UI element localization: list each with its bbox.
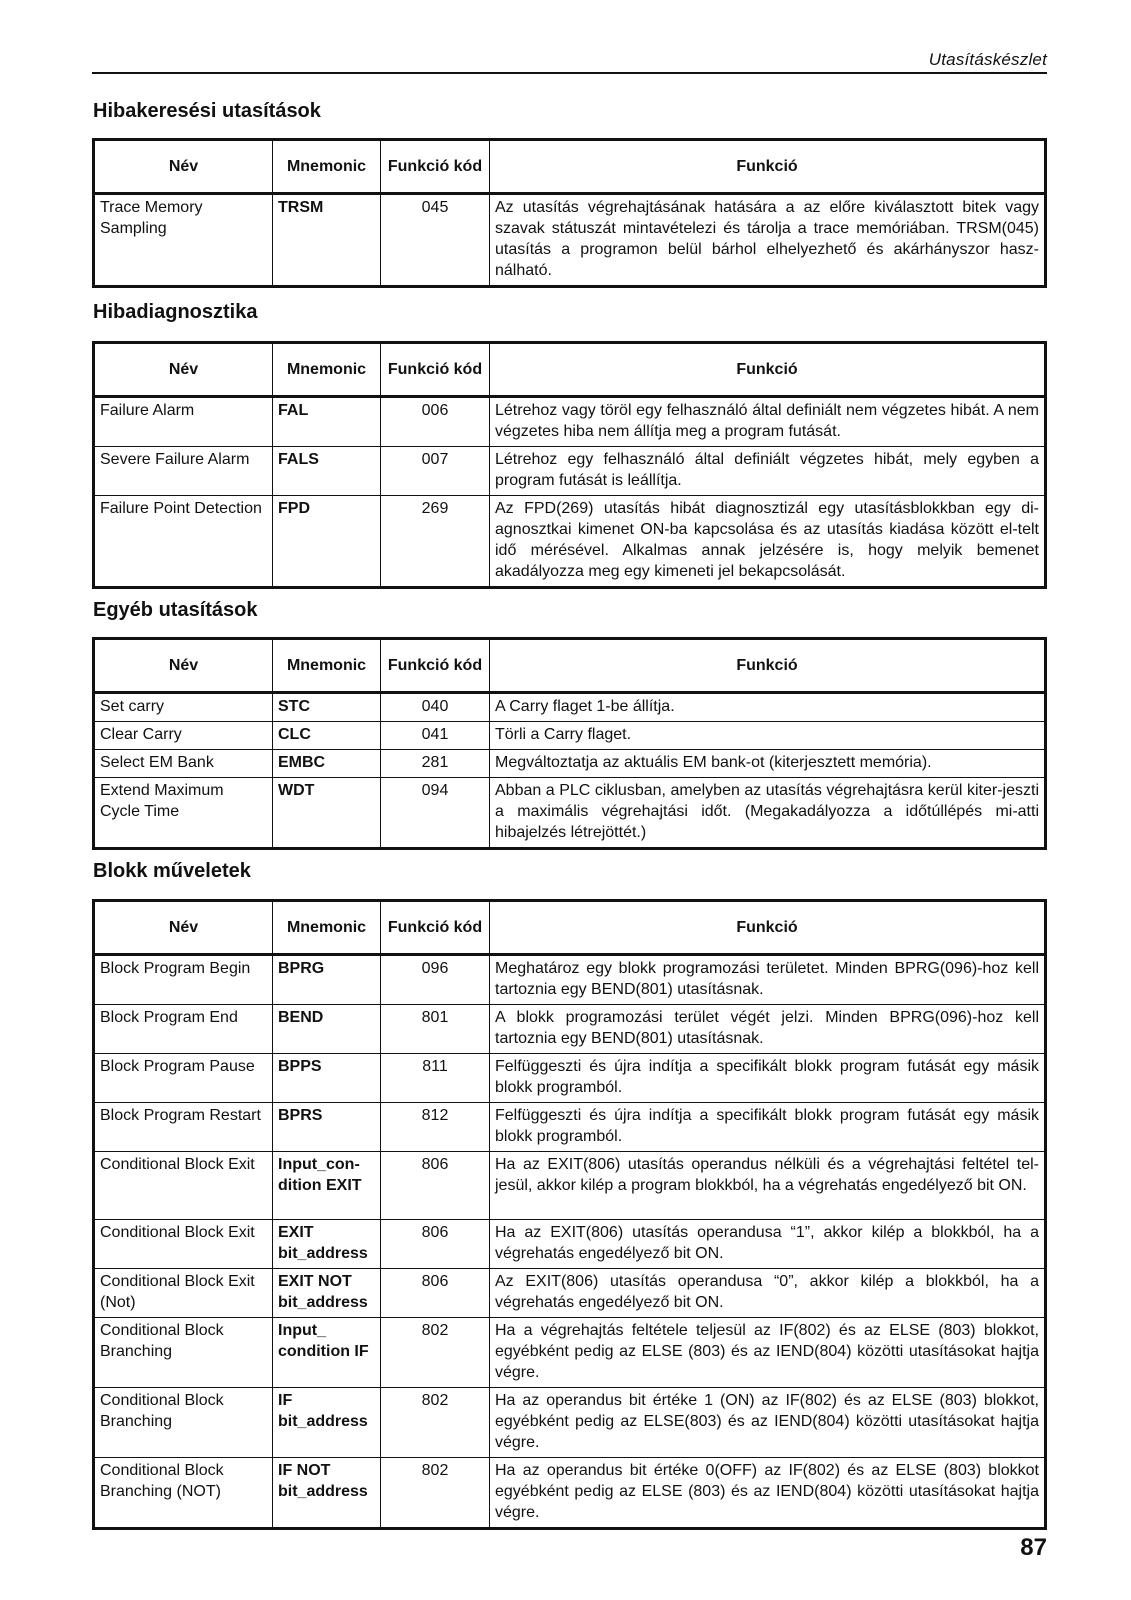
table-header-row [94,639,1046,693]
column-header-code: Funkció kód [381,901,490,955]
function-code: 802 [381,1458,490,1529]
instruction-mnemonic: WDT [273,778,381,849]
running-header-title: Utasításkészlet [928,50,1047,69]
instruction-name: Block Program Begin [100,960,251,977]
table-row [94,778,1046,849]
table-row [94,1005,1046,1054]
header-rule [92,72,1047,74]
column-header-mnemonic: Mnemonic [273,639,381,693]
column-header-function: Funkció [490,140,1046,194]
function-description: Ha az EXIT(806) utasítás operandusa “1”, akkor kilép a blokkból, ha a végrehatás engedélyező bit ON. [490,1220,1046,1269]
table-row [94,1269,1046,1318]
table-row [94,1318,1046,1388]
function-description: Felfüggeszti és újra indítja a specifikált blokk program futását egy másik blokk programból. [490,1103,1046,1152]
instruction-name: Conditional Block Exit (Not) [94,1269,273,1318]
function-code: 801 [381,1005,490,1054]
function-description: Az EXIT(806) utasítás operandusa “0”, akkor kilép a blokkból, ha a végrehatás engedélyező bit ON. [490,1269,1046,1318]
table-row [94,1152,1046,1220]
table-row [94,750,1046,778]
table-row [94,1054,1046,1103]
column-header-name: Név [94,901,273,955]
function-description: Felfüggeszti és újra indítja a specifikált blokk program futását egy másik blokk programból. [490,1054,1046,1103]
instruction-name: Block Program Pause [94,1054,273,1103]
table-row [94,693,1046,722]
function-code: 040 [381,693,490,722]
instruction-mnemonic: STC [273,693,381,722]
table-header-row [94,140,1046,194]
function-description: Ha az EXIT(806) utasítás operandus nélküli és a végrehajtási feltétel tel-jesül, akkor kilép a program blokkból, ha a végrehatás engedélyező bit ON. [490,1152,1046,1220]
function-description: Az FPD(269) utasítás hibát diagnosztizál egy utasításblokkban egy di-agnosztkai kimenet ON-ba kapcsolása és az utasítás kiadása között el-telt idő mérésével. Alkalmas annak jelzésére is, hogy melyik bemenet akadályozza meg egy kimeneti jel bekapcsolását. [490,496,1046,588]
instruction-mnemonic: CLC [273,722,381,750]
instruction-mnemonic: Input_ condition IF [273,1318,381,1388]
section-heading-other: Egyéb utasítások [93,599,258,621]
instruction-name: Conditional Block Branching (NOT) [94,1458,273,1529]
instruction-mnemonic: BEND [273,1005,381,1054]
function-code: 006 [381,397,490,447]
column-header-name: Név [94,343,273,397]
instruction-mnemonic: FAL [273,397,381,447]
function-code: 806 [381,1269,490,1318]
instruction-mnemonic: IF bit_address [273,1388,381,1458]
function-code: 802 [381,1388,490,1458]
function-description: Ha a végrehajtás feltétele teljesül az IF(802) és az ELSE (803) blokkot, egyébként pedig az ELSE (803) és az IEND(804) közötti utasításokat hajtja végre. [490,1318,1046,1388]
column-header-mnemonic: Mnemonic [273,901,381,955]
instruction-mnemonic: IF NOT bit_address [273,1458,381,1529]
instruction-name: Block Program End [94,1005,273,1054]
instruction-name: Failure Point Detection [94,496,273,588]
function-description: Az utasítás végrehajtásának hatására a az előre kiválasztott bitek vagy szavak státuszát mintavételezi és tárolja a trace memóriában. TRSM(045) utasítás a programon belül bárhol elhelyezhető és akárhányszor hasz-nálható. [490,194,1046,287]
instruction-name: Block Program Restart [94,1103,273,1152]
table-row [94,447,1046,496]
table-row [94,955,1046,1005]
instruction-name: Clear Carry [94,722,273,750]
function-description: Létrehoz egy felhasználó által definiált végzetes hibát, mely egyben a program futását is leállítja. [490,447,1046,496]
instruction-name: Severe Failure Alarm [94,447,273,496]
table-row [94,1103,1046,1152]
instruction-mnemonic: TRSM [273,194,381,287]
section-heading-diagnostics: Hibadiagnosztika [93,301,258,323]
table-row [94,194,1046,287]
function-description: Meghatároz egy blokk programozási területet. Minden BPRG(096)-hoz kell tartoznia egy BEND(801) utasításnak. [490,955,1046,1005]
instruction-table-other [92,637,1047,850]
instruction-mnemonic: EMBC [273,750,381,778]
function-description: A Carry flaget 1-be állítja. [490,693,1046,722]
instruction-name: Extend Maximum Cycle Time [94,778,273,849]
column-header-name: Név [94,140,273,194]
column-header-function: Funkció [490,901,1046,955]
function-description: A blokk programozási terület végét jelzi. Minden BPRG(096)-hoz kell tartoznia egy BEND(801) utasításnak. [490,1005,1046,1054]
function-code: 802 [381,1318,490,1388]
instruction-mnemonic: BPRS [273,1103,381,1152]
function-code: 041 [381,722,490,750]
table-row [94,397,1046,447]
table-header-row [94,901,1046,955]
instruction-table-diagnostics [92,341,1047,589]
column-header-mnemonic: Mnemonic [273,140,381,194]
function-code: 045 [381,194,490,287]
column-header-code: Funkció kód [381,140,490,194]
function-code: 269 [381,496,490,588]
instruction-name: Select EM Bank [94,750,273,778]
instruction-mnemonic: EXIT bit_address [273,1220,381,1269]
instruction-mnemonic: EXIT NOT bit_address [273,1269,381,1318]
column-header-function: Funkció [490,343,1046,397]
function-description: Ha az operandus bit értéke 1 (ON) az IF(802) és az ELSE (803) blokkot, egyébként pedig az ELSE(803) és az IEND(804) közötti utasításokat hajtja végre. [490,1388,1046,1458]
function-code: 806 [381,1152,490,1220]
table-row [94,722,1046,750]
column-header-mnemonic: Mnemonic [273,343,381,397]
function-description: Abban a PLC ciklusban, amelyben az utasítás végrehajtásra kerül kiter-jeszti a maximális végrehajtási időt. (Megakadályozza a időtúllépés mi-atti hibajelzés létrejöttét.) [490,778,1046,849]
table-header-row [94,343,1046,397]
function-description: Létrehoz vagy töröl egy felhasználó által definiált nem végzetes hibát. A nem végzetes hiba nem állítja meg a program futását. [490,397,1046,447]
function-code: 812 [381,1103,490,1152]
table-row [94,1388,1046,1458]
instruction-mnemonic: Input_con-dition EXIT [273,1152,381,1220]
function-description: Törli a Carry flaget. [490,722,1046,750]
instruction-name: Failure Alarm [100,402,195,419]
page-number: 87 [1020,1534,1047,1561]
instruction-mnemonic: FPD [273,496,381,588]
instruction-mnemonic: FALS [273,447,381,496]
table-row [94,1458,1046,1529]
instruction-table-debugging [92,138,1047,288]
column-header-function: Funkció [490,639,1046,693]
function-description: Megváltoztatja az aktuális EM bank-ot (kiterjesztett memória). [490,750,1046,778]
instruction-mnemonic: BPRG [273,955,381,1005]
table-row [94,1220,1046,1269]
function-code: 096 [381,955,490,1005]
instruction-table-block-operations [92,899,1047,1530]
column-header-name: Név [94,639,273,693]
column-header-code: Funkció kód [381,639,490,693]
table-row [94,496,1046,588]
instruction-mnemonic: BPPS [273,1054,381,1103]
function-description: Ha az operandus bit értéke 0(OFF) az IF(802) és az ELSE (803) blokkot egyébként pedig az ELSE (803) és az IEND(804) közötti utasításokat hajtja végre. [490,1458,1046,1529]
instruction-name: Set carry [100,698,165,715]
instruction-name: Conditional Block Exit [94,1220,273,1269]
instruction-name: Trace Memory Sampling [100,199,203,237]
function-code: 281 [381,750,490,778]
instruction-name: Conditional Block Branching [94,1388,273,1458]
instruction-name: Conditional Block Exit [94,1152,273,1220]
function-code: 806 [381,1220,490,1269]
section-heading-block-operations: Blokk műveletek [93,860,251,882]
section-heading-debugging: Hibakeresési utasítások [93,100,321,122]
function-code: 007 [381,447,490,496]
column-header-code: Funkció kód [381,343,490,397]
instruction-name: Conditional Block Branching [94,1318,273,1388]
function-code: 811 [381,1054,490,1103]
function-code: 094 [381,778,490,849]
